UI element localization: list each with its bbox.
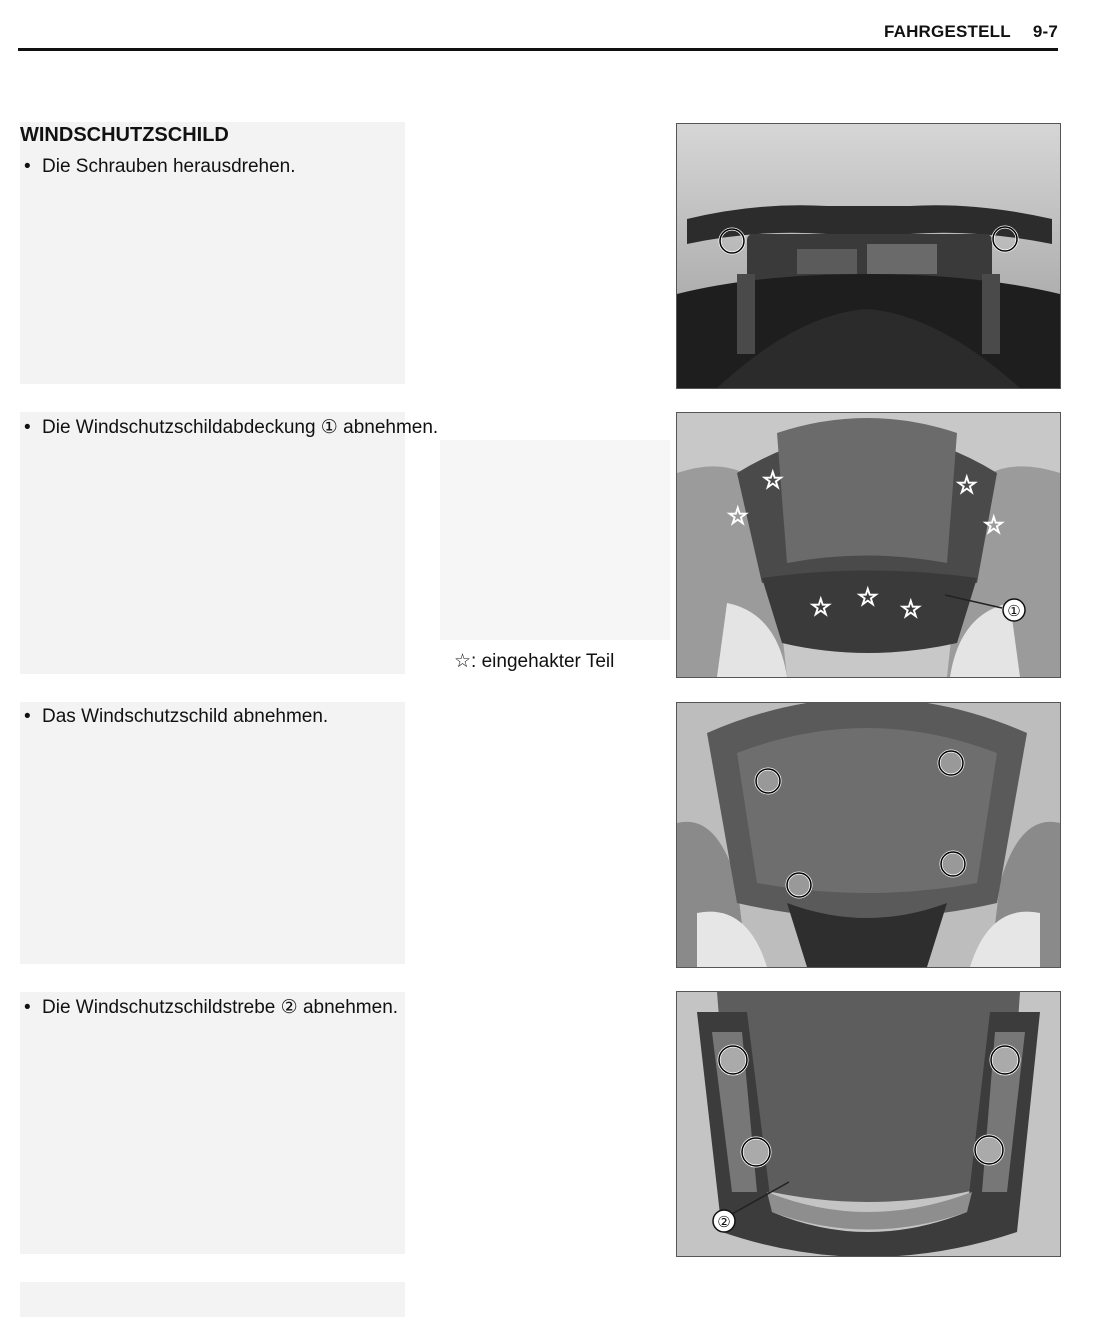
bleed-through-shade: [20, 1282, 405, 1317]
step-3: [24, 706, 328, 728]
header-rule: [18, 48, 1058, 51]
step-text: Die Windschutzschildabdeckung ① abnehmen.: [42, 417, 439, 438]
star-icon: ☆: [983, 511, 1005, 539]
section-title: WINDSCHUTZSCHILD: [20, 124, 229, 146]
star-icon: ☆: [727, 502, 749, 530]
bullet-icon: •: [24, 417, 31, 438]
step-1: [24, 156, 296, 178]
step-4: [24, 996, 398, 1019]
star-icon: ☆: [857, 583, 879, 611]
bullet-icon: •: [24, 997, 31, 1018]
step-text: Die Schrauben herausdrehen.: [42, 156, 296, 177]
bleed-through-shade: [20, 412, 405, 674]
star-icon: ☆: [900, 595, 922, 623]
bullet-icon: •: [24, 706, 31, 727]
bullet-icon: •: [24, 156, 31, 177]
star-icon: ☆: [762, 466, 784, 494]
star-icon: ☆: [810, 593, 832, 621]
step-2: [24, 416, 438, 439]
page-header: [884, 22, 1058, 42]
hooked-part-legend: ☆: eingehakter Teil: [454, 651, 615, 672]
bleed-through-shade: [440, 440, 670, 640]
bleed-through-shade: [20, 992, 405, 1254]
bleed-through-shade: [20, 702, 405, 964]
page-number: 9-7: [1032, 22, 1058, 41]
photo-windshield: [676, 702, 1061, 968]
photo-windshield-strut: [676, 991, 1061, 1257]
photo-windshield-cover: [676, 412, 1061, 678]
callout-1: ①: [1007, 602, 1021, 620]
star-icon: ☆: [956, 471, 978, 499]
step-text: Die Windschutzschildstrebe ② abnehmen.: [42, 997, 399, 1018]
photo-screws: [676, 123, 1061, 389]
section-name: FAHRGESTELL: [883, 22, 1011, 41]
callout-2: ②: [717, 1213, 731, 1231]
step-text: Das Windschutzschild abnehmen.: [42, 706, 329, 727]
